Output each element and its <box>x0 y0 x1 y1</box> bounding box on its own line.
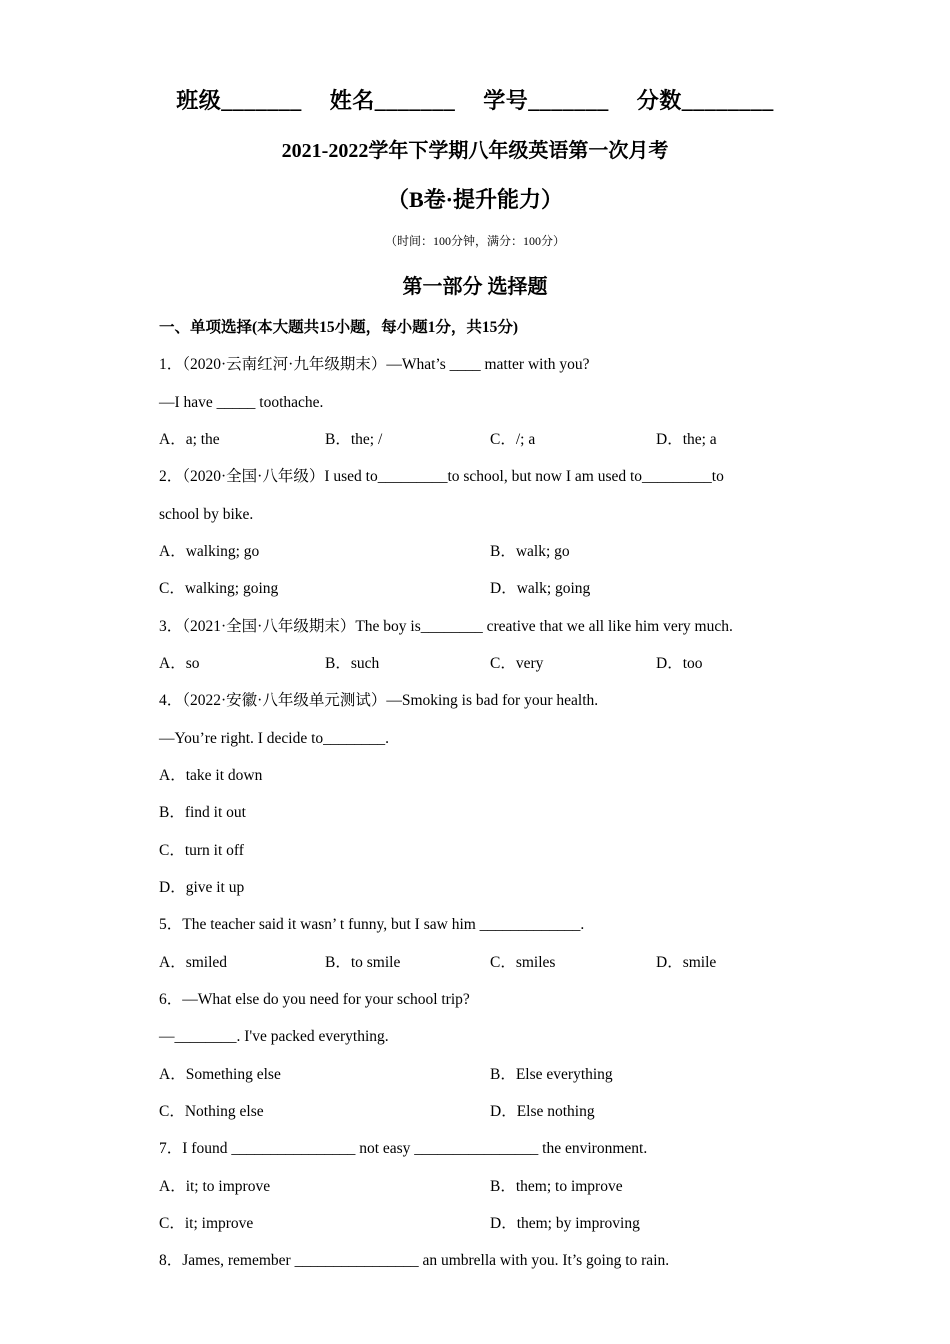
student-id-field[interactable]: 学号_______ <box>483 88 609 113</box>
question-5-option-a[interactable]: A．smiled <box>159 954 228 971</box>
question-7-option-b[interactable]: B．them; to improve <box>490 1178 623 1195</box>
question-2-stem: 2．（2020·全国·八年级）I used to_________to school, but now I am used to_________to <box>159 468 724 485</box>
score-field[interactable]: 分数________ <box>636 88 774 113</box>
class-field[interactable]: 班级_______ <box>176 88 302 113</box>
question-2-option-c[interactable]: C．walking; going <box>159 580 279 597</box>
question-4-stem-reply: —You’re right. I decide to________. <box>159 730 390 747</box>
question-7-option-a[interactable]: A．it; to improve <box>159 1178 271 1195</box>
question-4-option-c[interactable]: C．turn it off <box>159 842 244 859</box>
exam-time-note: （时间：100分钟，满分：100分） <box>384 234 565 248</box>
question-4-stem: 4．（2022·安徽·八年级单元测试）—Smoking is bad for your health. <box>159 692 599 709</box>
question-2-option-b[interactable]: B．walk; go <box>490 543 570 560</box>
question-1-stem-reply: —I have _____ toothache. <box>159 394 324 411</box>
question-6-stem: 6．—What else do you need for your school trip? <box>159 991 470 1008</box>
exam-title: 2021-2022学年下学期八年级英语第一次月考 <box>281 140 669 162</box>
question-1-option-a[interactable]: A．a; the <box>159 431 220 448</box>
question-7-option-d[interactable]: D．them; by improving <box>490 1215 640 1232</box>
part-heading: 第一部分 选择题 <box>402 276 548 298</box>
student-info-header <box>0 84 950 115</box>
question-1-option-d[interactable]: D．the; a <box>656 431 717 448</box>
question-2-option-d[interactable]: D．walk; going <box>490 580 591 597</box>
question-7-stem: 7．I found ________________ not easy ________________ the environment. <box>159 1140 648 1157</box>
question-3-option-b[interactable]: B．such <box>325 655 380 672</box>
question-6-option-a[interactable]: A．Something else <box>159 1066 281 1083</box>
question-5-option-b[interactable]: B．to smile <box>325 954 401 971</box>
question-4-option-d[interactable]: D．give it up <box>159 879 245 896</box>
question-1-option-c[interactable]: C．/; a <box>490 431 536 448</box>
question-3-stem: 3．（2021·全国·八年级期末）The boy is________ creative that we all like him very much. <box>159 618 733 635</box>
name-field[interactable]: 姓名_______ <box>329 88 456 113</box>
question-2-stem-cont: school by bike. <box>159 506 254 523</box>
question-5-option-d[interactable]: D．smile <box>656 954 717 971</box>
exam-subtitle: （B卷·提升能力） <box>386 187 563 212</box>
question-5-stem: 5．The teacher said it wasn’ t funny, but I saw him _____________. <box>159 916 585 933</box>
question-6-stem-reply: —________. I've packed everything. <box>159 1028 389 1045</box>
question-6-option-c[interactable]: C．Nothing else <box>159 1103 264 1120</box>
question-2-option-a[interactable]: A．walking; go <box>159 543 260 560</box>
question-5-option-c[interactable]: C．smiles <box>490 954 556 971</box>
question-8-stem: 8．James, remember ________________ an umbrella with you. It’s going to rain. <box>159 1252 670 1269</box>
question-3-option-d[interactable]: D．too <box>656 655 703 672</box>
question-1-option-b[interactable]: B．the; / <box>325 431 383 448</box>
question-6-option-b[interactable]: B．Else everything <box>490 1066 613 1083</box>
section-heading: 一、单项选择(本大题共15小题，每小题1分，共15分) <box>159 319 519 336</box>
question-6-option-d[interactable]: D．Else nothing <box>490 1103 595 1120</box>
question-4-option-a[interactable]: A．take it down <box>159 767 263 784</box>
question-4-option-b[interactable]: B．find it out <box>159 804 246 821</box>
question-1-stem: 1．（2020·云南红河·九年级期末）—What’s ____ matter with you? <box>159 356 590 373</box>
question-7-option-c[interactable]: C．it; improve <box>159 1215 254 1232</box>
question-3-option-a[interactable]: A．so <box>159 655 200 672</box>
question-3-option-c[interactable]: C．very <box>490 655 544 672</box>
